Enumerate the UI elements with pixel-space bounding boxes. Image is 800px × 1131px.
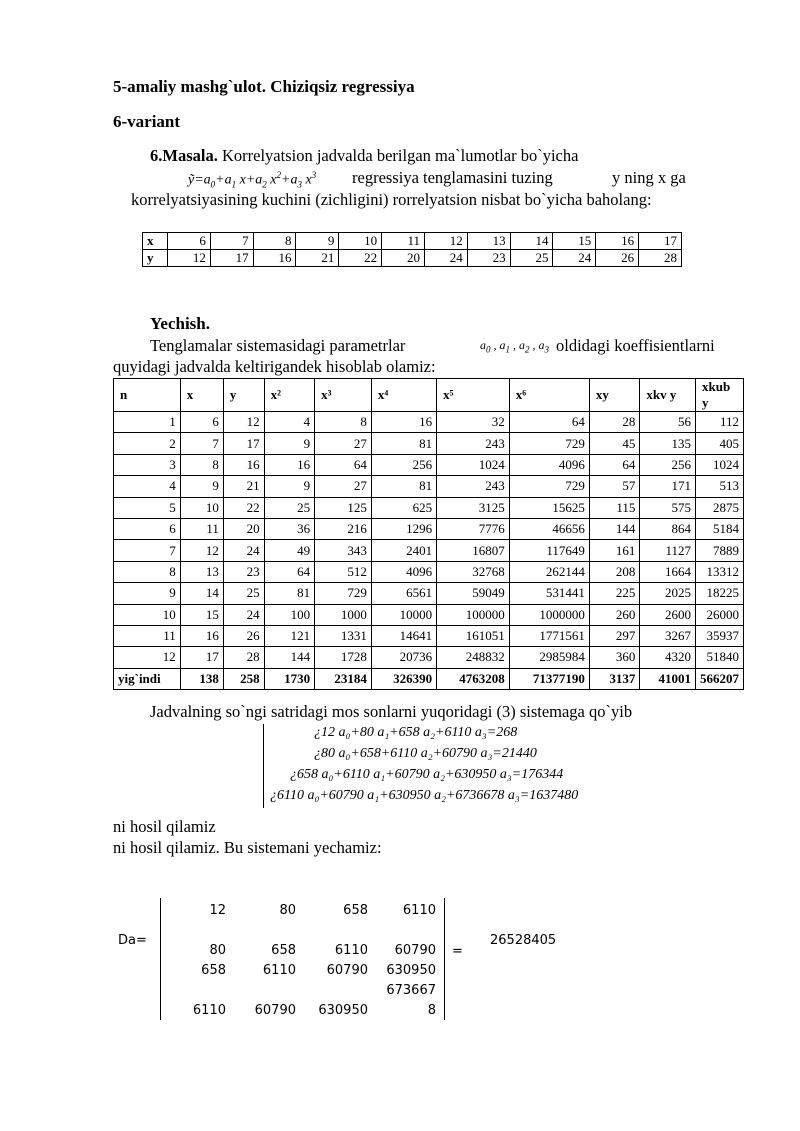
- calc-cell: 6: [114, 518, 181, 539]
- calc-cell: 16: [223, 454, 264, 475]
- task-label: 6.Masala.: [150, 146, 218, 165]
- calc-cell: 64: [315, 454, 372, 475]
- calc-cell: 115: [589, 497, 640, 518]
- calc-cell: 32: [437, 412, 510, 433]
- table-row: [114, 476, 744, 497]
- calc-cell: 17: [223, 433, 264, 454]
- calc-cell: 117649: [509, 540, 589, 561]
- det-cell: 80: [279, 903, 296, 918]
- y-label: y: [143, 250, 168, 267]
- det-cell: 6110: [192, 1003, 226, 1018]
- calc-cell: 575: [640, 497, 696, 518]
- task-text4: korrelyatsiyasining kuchini (zichligini) rorrelyatsion nisbat bo`yicha baholang:: [131, 190, 652, 209]
- calc-cell: 1296: [371, 518, 436, 539]
- variant-heading: 6-variant: [113, 112, 181, 131]
- calc-cell: 225: [589, 583, 640, 604]
- calc-cell: 12: [223, 412, 264, 433]
- solution-text3: quyidagi jadvalda keltirigandek hisoblab olamiz:: [113, 357, 436, 376]
- calc-header-cell: xkub y: [696, 379, 744, 412]
- calc-cell: 21: [223, 476, 264, 497]
- equation-system: [266, 722, 646, 806]
- calc-cell: 8: [180, 454, 223, 475]
- x-row: [143, 233, 682, 250]
- calc-header-cell: x⁴: [371, 379, 436, 412]
- calc-header-cell: y: [223, 379, 264, 412]
- table-row: [114, 583, 744, 604]
- table-row: [114, 540, 744, 561]
- x-cell: 6: [168, 233, 211, 250]
- x-cell: 14: [510, 233, 553, 250]
- calc-cell: 18225: [696, 583, 744, 604]
- calc-cell: 16807: [437, 540, 510, 561]
- calc-cell: 5184: [696, 518, 744, 539]
- calc-cell: 531441: [509, 583, 589, 604]
- sum-cell: 326390: [371, 668, 436, 689]
- y-cell: 21: [296, 250, 339, 267]
- system-equation: ¿658 a₀+6110 a₁+60790 a₂+630950 a₃=176344: [290, 767, 564, 782]
- calc-cell: 24: [223, 540, 264, 561]
- det-cell: 60790: [326, 963, 368, 978]
- calc-cell: 1664: [640, 561, 696, 582]
- calc-cell: 23: [223, 561, 264, 582]
- system-equation: ¿6110 a₀+60790 a₁+630950 a₂+6736678 a₃=1637480: [270, 788, 579, 803]
- calc-header-cell: x²: [264, 379, 315, 412]
- calc-cell: 135: [640, 433, 696, 454]
- system-equation: ¿80 a₀+658+6110 a₂+60790 a₃=21440: [314, 746, 537, 761]
- calc-cell: 3267: [640, 625, 696, 646]
- calc-cell: 13312: [696, 561, 744, 582]
- calc-cell: 512: [315, 561, 372, 582]
- calc-cell: 112: [696, 412, 744, 433]
- calc-cell: 16: [264, 454, 315, 475]
- task-text: Korrelyatsion jadvalda berilgan ma`lumotlar bo`yicha: [221, 146, 579, 165]
- calc-cell: 16: [180, 625, 223, 646]
- calc-cell: 121: [264, 625, 315, 646]
- calc-header-cell: x⁶: [509, 379, 589, 412]
- calc-cell: 864: [640, 518, 696, 539]
- calc-cell: 7889: [696, 540, 744, 561]
- det-cell: 6110: [262, 963, 296, 978]
- table-row: [114, 454, 744, 475]
- y-cell: 16: [253, 250, 296, 267]
- calc-cell: 144: [264, 647, 315, 668]
- calc-cell: 14: [180, 583, 223, 604]
- calc-cell: 262144: [509, 561, 589, 582]
- calc-cell: 51840: [696, 647, 744, 668]
- y-cell: 24: [424, 250, 467, 267]
- calc-cell: 729: [509, 433, 589, 454]
- calc-cell: 25: [223, 583, 264, 604]
- det-cell: 658: [201, 963, 226, 978]
- x-label: x: [143, 233, 168, 250]
- calc-cell: 17: [180, 647, 223, 668]
- data-table: [142, 232, 682, 267]
- calc-cell: 513: [696, 476, 744, 497]
- calc-cell: 4: [114, 476, 181, 497]
- sum-cell: 566207: [696, 668, 744, 689]
- det-cell: 658: [343, 903, 368, 918]
- calc-header-cell: x³: [315, 379, 372, 412]
- calc-cell: 20736: [371, 647, 436, 668]
- table-row: [114, 433, 744, 454]
- system-intro: Jadvalning so`ngi satridagi mos sonlarni yuqoridagi (3) sistemaga qo`yib: [150, 702, 633, 721]
- calc-cell: 343: [315, 540, 372, 561]
- sum-cell: yig`indi: [114, 668, 181, 689]
- calc-cell: 2985984: [509, 647, 589, 668]
- calc-cell: 208: [589, 561, 640, 582]
- y-cell: 23: [467, 250, 510, 267]
- calc-cell: 28: [223, 647, 264, 668]
- calc-cell: 1024: [696, 454, 744, 475]
- y-cell: 26: [596, 250, 639, 267]
- x-cell: 7: [210, 233, 253, 250]
- table-row: [114, 604, 744, 625]
- det-cell: 60790: [394, 943, 436, 958]
- table-row: [114, 625, 744, 646]
- calc-cell: 32768: [437, 561, 510, 582]
- calc-cell: 216: [315, 518, 372, 539]
- calc-cell: 24: [223, 604, 264, 625]
- calc-cell: 1000000: [509, 604, 589, 625]
- x-cell: 10: [339, 233, 382, 250]
- calc-cell: 2401: [371, 540, 436, 561]
- calc-cell: 20: [223, 518, 264, 539]
- task-text2: regressiya tenglamasini tuzing: [352, 168, 553, 187]
- calc-cell: 3125: [437, 497, 510, 518]
- det-cell: 12: [209, 903, 226, 918]
- calc-cell: 1331: [315, 625, 372, 646]
- calc-cell: 243: [437, 433, 510, 454]
- calc-cell: 6561: [371, 583, 436, 604]
- calc-cell: 26: [223, 625, 264, 646]
- calc-cell: 1024: [437, 454, 510, 475]
- calc-cell: 625: [371, 497, 436, 518]
- sum-cell: 1730: [264, 668, 315, 689]
- calc-cell: 46656: [509, 518, 589, 539]
- y-cell: 25: [510, 250, 553, 267]
- sum-cell: 23184: [315, 668, 372, 689]
- x-cell: 11: [382, 233, 425, 250]
- calc-cell: 14641: [371, 625, 436, 646]
- calc-cell: 4096: [371, 561, 436, 582]
- calc-header-cell: x: [180, 379, 223, 412]
- calc-cell: 1000: [315, 604, 372, 625]
- sum-row: [114, 668, 744, 689]
- calc-cell: 729: [509, 476, 589, 497]
- solution-text1: Tenglamalar sistemasidagi parametrlar: [150, 336, 406, 355]
- calc-cell: 9: [180, 476, 223, 497]
- calc-header-cell: x⁵: [437, 379, 510, 412]
- calc-table-header: [114, 379, 744, 412]
- calc-cell: 59049: [437, 583, 510, 604]
- table-row: [114, 412, 744, 433]
- calc-cell: 57: [589, 476, 640, 497]
- calc-cell: 11: [114, 625, 181, 646]
- det-cell: 630950: [386, 963, 436, 978]
- y-cell: 22: [339, 250, 382, 267]
- calc-cell: 13: [180, 561, 223, 582]
- x-cell: 12: [424, 233, 467, 250]
- calc-cell: 12: [180, 540, 223, 561]
- calc-cell: 22: [223, 497, 264, 518]
- calc-cell: 11: [180, 518, 223, 539]
- calc-table: [113, 378, 744, 690]
- calc-cell: 297: [589, 625, 640, 646]
- table-row: [114, 561, 744, 582]
- page-title: 5-amaliy mashg`ulot. Chiziqsiz regressiya: [113, 77, 415, 96]
- calc-cell: 26000: [696, 604, 744, 625]
- sum-cell: 258: [223, 668, 264, 689]
- x-cell: 13: [467, 233, 510, 250]
- calc-cell: 45: [589, 433, 640, 454]
- determinant-label: Da=: [118, 933, 147, 948]
- calc-cell: 171: [640, 476, 696, 497]
- system-equation: ¿12 a₀+80 a₁+658 a₂+6110 a₃=268: [314, 725, 518, 740]
- sum-cell: 138: [180, 668, 223, 689]
- sum-cell: 71377190: [509, 668, 589, 689]
- x-cell: 17: [639, 233, 682, 250]
- calc-cell: 144: [589, 518, 640, 539]
- calc-cell: 36: [264, 518, 315, 539]
- solution-text2: oldidagi koeffisientlarni: [556, 336, 715, 355]
- table-row: [114, 497, 744, 518]
- det-cell: 60790: [254, 1003, 296, 1018]
- calc-cell: 15625: [509, 497, 589, 518]
- calc-cell: 1: [114, 412, 181, 433]
- calc-header-cell: n: [114, 379, 181, 412]
- calc-cell: 8: [315, 412, 372, 433]
- calc-cell: 27: [315, 433, 372, 454]
- y-cell: 20: [382, 250, 425, 267]
- calc-cell: 2: [114, 433, 181, 454]
- calc-cell: 10: [180, 497, 223, 518]
- calc-cell: 4: [264, 412, 315, 433]
- calc-cell: 100: [264, 604, 315, 625]
- calc-cell: 161051: [437, 625, 510, 646]
- calc-cell: 28: [589, 412, 640, 433]
- det-cell: 8: [427, 1003, 436, 1018]
- sum-cell: 4763208: [437, 668, 510, 689]
- calc-cell: 81: [371, 476, 436, 497]
- det-cell: 658: [271, 943, 296, 958]
- calc-cell: 56: [640, 412, 696, 433]
- calc-cell: 248832: [437, 647, 510, 668]
- determinant-result: 26528405: [490, 933, 557, 948]
- table-row: [114, 518, 744, 539]
- calc-cell: 35937: [696, 625, 744, 646]
- calc-cell: 360: [589, 647, 640, 668]
- calc-cell: 81: [264, 583, 315, 604]
- det-cell: 80: [209, 943, 226, 958]
- calc-cell: 9: [264, 433, 315, 454]
- calc-cell: 7: [180, 433, 223, 454]
- calc-cell: 256: [371, 454, 436, 475]
- x-cell: 16: [596, 233, 639, 250]
- calc-cell: 64: [589, 454, 640, 475]
- y-cell: 12: [168, 250, 211, 267]
- calc-cell: 729: [315, 583, 372, 604]
- determinant-right-bar: [444, 898, 445, 1020]
- calc-cell: 2600: [640, 604, 696, 625]
- calc-cell: 25: [264, 497, 315, 518]
- calc-cell: 4320: [640, 647, 696, 668]
- calc-cell: 1771561: [509, 625, 589, 646]
- calc-cell: 9: [114, 583, 181, 604]
- calc-cell: 100000: [437, 604, 510, 625]
- params-formula: $a_0$ , $a_1$ , $a_2$ , $a_3$: [480, 338, 549, 355]
- determinant-left-bar: [160, 898, 161, 1020]
- calc-cell: 4096: [509, 454, 589, 475]
- calc-cell: 2875: [696, 497, 744, 518]
- det-cell: 673667: [386, 983, 436, 998]
- det-cell: 6110: [402, 903, 436, 918]
- calc-cell: 5: [114, 497, 181, 518]
- calc-cell: 6: [180, 412, 223, 433]
- calc-cell: 9: [264, 476, 315, 497]
- calc-cell: 10: [114, 604, 181, 625]
- x-cell: 8: [253, 233, 296, 250]
- sum-cell: 3137: [589, 668, 640, 689]
- x-cell: 9: [296, 233, 339, 250]
- task-line: [150, 146, 578, 166]
- solution-title: Yechish.: [150, 314, 210, 333]
- calc-cell: 81: [371, 433, 436, 454]
- calc-cell: 8: [114, 561, 181, 582]
- task-text3: y ning x ga: [612, 168, 686, 187]
- hosil-text-2: ni hosil qilamiz. Bu sistemani yechamiz:: [113, 838, 382, 857]
- y-cell: 28: [639, 250, 682, 267]
- calc-cell: 3: [114, 454, 181, 475]
- y-cell: 17: [210, 250, 253, 267]
- regression-equation: $ỹ=a_0+a_1$ $x+a_2$ $x^2+a_3$ $x^3$: [188, 170, 317, 190]
- table-row: [114, 647, 744, 668]
- calc-cell: 7: [114, 540, 181, 561]
- calc-cell: 15: [180, 604, 223, 625]
- calc-cell: 27: [315, 476, 372, 497]
- calc-cell: 16: [371, 412, 436, 433]
- calc-header-cell: xy: [589, 379, 640, 412]
- calc-cell: 256: [640, 454, 696, 475]
- calc-header-cell: xkv y: [640, 379, 696, 412]
- calc-cell: 2025: [640, 583, 696, 604]
- sum-cell: 41001: [640, 668, 696, 689]
- det-cell: 6110: [334, 943, 368, 958]
- det-cell: 630950: [318, 1003, 368, 1018]
- calc-cell: 64: [264, 561, 315, 582]
- calc-cell: 12: [114, 647, 181, 668]
- calc-cell: 1127: [640, 540, 696, 561]
- calc-cell: 161: [589, 540, 640, 561]
- calc-cell: 64: [509, 412, 589, 433]
- determinant-equals: =: [452, 944, 463, 959]
- y-cell: 24: [553, 250, 596, 267]
- calc-cell: 243: [437, 476, 510, 497]
- calc-cell: 125: [315, 497, 372, 518]
- calc-cell: 1728: [315, 647, 372, 668]
- calc-cell: 7776: [437, 518, 510, 539]
- calc-cell: 260: [589, 604, 640, 625]
- calc-cell: 49: [264, 540, 315, 561]
- calc-cell: 10000: [371, 604, 436, 625]
- x-cell: 15: [553, 233, 596, 250]
- hosil-text-1: ni hosil qilamiz: [113, 817, 216, 836]
- calc-cell: 405: [696, 433, 744, 454]
- y-row: [143, 250, 682, 267]
